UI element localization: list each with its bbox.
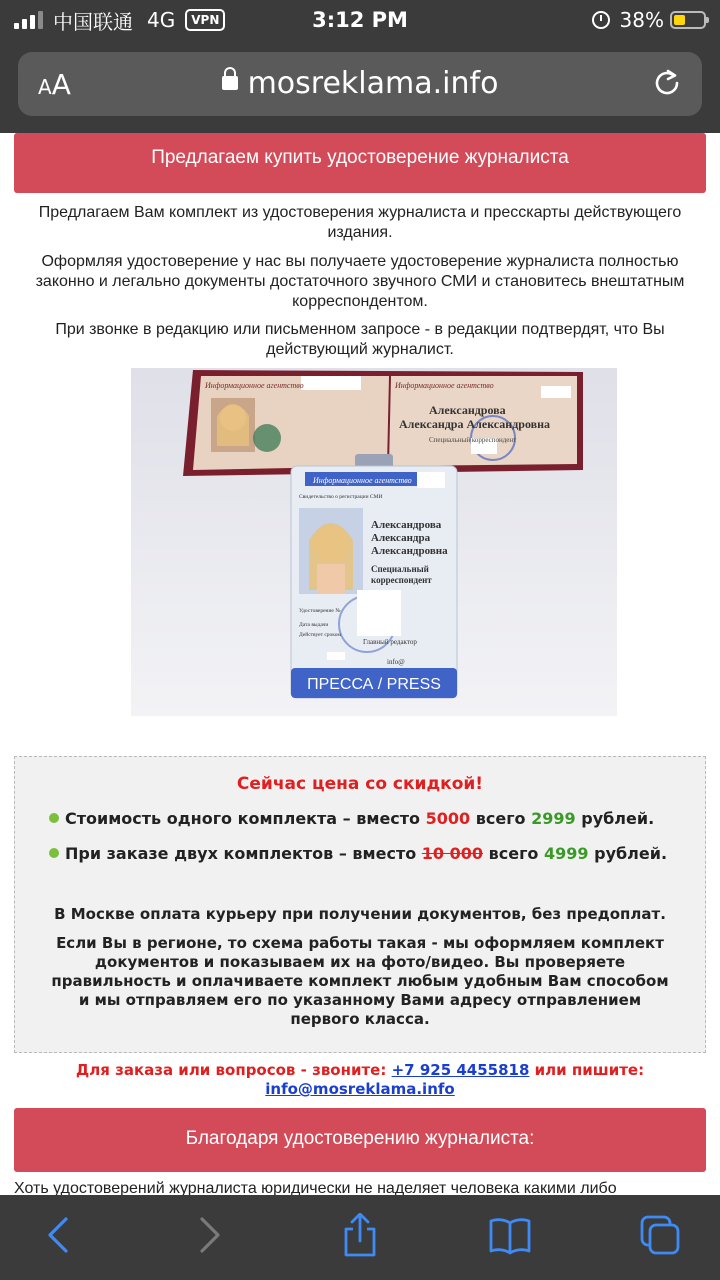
- price-row-two-mid: всего: [488, 844, 539, 863]
- reload-icon[interactable]: [650, 66, 684, 100]
- press-badge: [291, 454, 457, 698]
- browser-address-area: [0, 40, 720, 133]
- new-price-two: 4999: [544, 844, 589, 863]
- tabs-icon[interactable]: [638, 1213, 682, 1257]
- booklet-name-1: Александрова: [429, 403, 506, 417]
- new-price-one: 2999: [531, 809, 576, 828]
- back-icon[interactable]: [38, 1213, 82, 1257]
- booklet-role: Специальный корреспондент: [429, 436, 517, 444]
- carrier-name: 中国联通: [53, 9, 133, 34]
- contact-line: [14, 1061, 706, 1099]
- address-bar[interactable]: [18, 52, 702, 116]
- badge-name-1: Александрова: [371, 519, 442, 531]
- badge-role-1: Специальный: [371, 564, 429, 574]
- lock-icon: [222, 76, 238, 90]
- badge-editor: Главный редактор: [363, 638, 417, 646]
- legal-paragraph: Оформляя удостоверение у нас вы получаете удостоверение журналиста полностью законно и легально документы достаточного звучного СМИ и становитесь внештатным корреспондентом.: [35, 253, 685, 310]
- url-text: mosreklama.info: [247, 66, 499, 101]
- price-row-one-set: [49, 809, 654, 828]
- network-type: 4G: [147, 8, 176, 32]
- aa-small-label: A: [38, 75, 52, 99]
- confirmation-paragraph: При звонке в редакцию или письменном запросе - в редакции подтвердят, что Вы действующий журналист.: [55, 321, 665, 358]
- booklet-agency-left: Информационное агентство: [205, 381, 304, 390]
- press-label: ПРЕССА / PRESS: [307, 676, 441, 693]
- badge-name-3: Александровна: [371, 545, 448, 557]
- intro-paragraph: Предлагаем Вам комплект из удостоверения журналиста и пресскарты действующего издания.: [38, 204, 682, 241]
- badge-issue: Дата выдачи: [299, 622, 329, 628]
- green-bullet-icon: [49, 813, 59, 823]
- moscow-delivery-text: В Москве оплата курьеру при получении документов, без предоплат.: [54, 905, 666, 923]
- green-bullet-icon: [49, 848, 59, 858]
- browser-toolbar: [0, 1195, 720, 1280]
- contact-middle: или пишите:: [534, 1061, 645, 1079]
- price-row-one-label: Стоимость одного комплекта – вместо: [65, 809, 421, 828]
- region-delivery-text: Если Вы в регионе, то схема работы такая - мы оформляем комплект документов и показываем их на фото/видео. Вы проверяете правильность и оплачиваете комплект любым удобным Вам способом и мы отправляем его по указанному Вами адресу отправлением первого класса.: [51, 934, 669, 1028]
- old-price-two: 10 000: [421, 844, 484, 863]
- vpn-badge: VPN: [185, 9, 225, 31]
- status-time: 3:12 PM: [312, 8, 408, 32]
- benefits-intro-text: Хоть удостоверений журналиста юридически не наделяет человека какими либо: [14, 1180, 617, 1195]
- discount-box: [14, 756, 706, 1053]
- old-price-one: 5000: [425, 809, 471, 828]
- badge-name-2: Александра: [371, 532, 431, 544]
- battery-fill: [674, 15, 685, 25]
- press-card-photo: [131, 368, 617, 716]
- alarm-icon: [592, 11, 610, 29]
- badge-email: info@: [387, 658, 405, 666]
- battery-percent: 38%: [619, 8, 664, 32]
- badge-valid: Действует сроком: [299, 632, 341, 638]
- price-row-two-unit: рублей.: [594, 844, 668, 863]
- email-link[interactable]: info@mosreklama.info: [265, 1080, 455, 1098]
- aa-large-label: A: [51, 68, 71, 101]
- booklet-agency-right: Информационное агентство: [395, 381, 494, 390]
- status-right: [592, 6, 706, 34]
- badge-agency: Информационное агентство: [313, 476, 412, 485]
- phone-link[interactable]: +7 925 4455818: [391, 1061, 530, 1079]
- forward-icon[interactable]: [186, 1213, 230, 1257]
- booklet-name-2: Александра Александровна: [399, 417, 551, 431]
- discount-title: Сейчас цена со скидкой!: [236, 774, 484, 794]
- price-row-one-unit: рублей.: [581, 809, 655, 828]
- price-row-one-mid: всего: [475, 809, 526, 828]
- url-display[interactable]: [18, 66, 702, 101]
- battery-icon: [670, 11, 706, 29]
- share-icon[interactable]: [338, 1213, 382, 1257]
- web-page[interactable]: [0, 133, 720, 1195]
- badge-id: Удостоверение №: [299, 608, 341, 614]
- price-row-two-sets: [49, 844, 667, 863]
- price-row-two-label: При заказе двух комплектов – вместо: [65, 844, 417, 863]
- bookmarks-icon[interactable]: [488, 1213, 532, 1257]
- status-bar: [0, 0, 720, 40]
- banner-benefits: Благодаря удостоверению журналиста:: [14, 1108, 706, 1172]
- contact-prefix: Для заказа или вопросов - звоните:: [75, 1061, 387, 1079]
- banner-buy-press-card: Предлагаем купить удостоверение журналиста: [14, 133, 706, 193]
- badge-cert-line: Свидетельство о регистрации СМИ: [299, 494, 383, 500]
- badge-role-2: корреспондент: [371, 575, 432, 585]
